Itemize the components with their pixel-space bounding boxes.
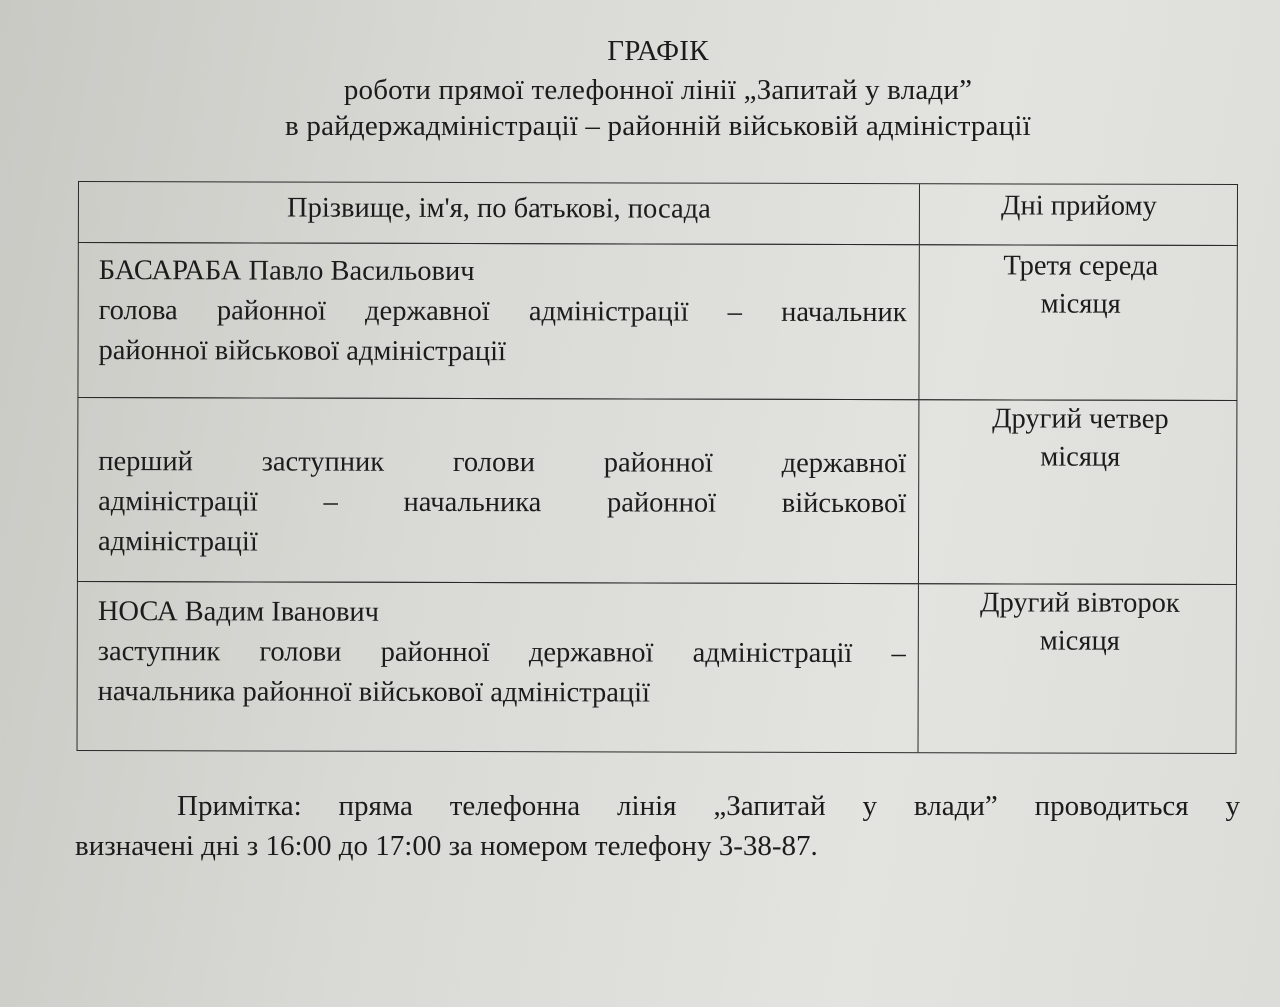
note-line2: визначені дні з 16:00 до 17:00 за номером телефону 3-38-87. xyxy=(75,830,818,862)
official-position-line: адміністрації xyxy=(98,526,258,558)
column-divider xyxy=(919,184,920,244)
document-subtitle-line2: в райдержадміністрації – районній військовій адміністрації xyxy=(285,110,1031,142)
reception-days-cell xyxy=(922,400,1238,477)
note-line1: Примітка: пряма телефонна лінія „Запитай у влади” проводиться у xyxy=(177,790,1240,822)
official-position-line: заступник голови районної державної адміністрації – xyxy=(97,636,906,670)
reception-day-period: місяця xyxy=(1040,441,1121,473)
reception-day-period: місяця xyxy=(1039,625,1120,657)
header-reception-days: Дні прийому xyxy=(1001,190,1157,222)
reception-day: Другий вівторок xyxy=(980,587,1180,619)
reception-days-cell xyxy=(923,247,1239,324)
reception-day-period: місяця xyxy=(1040,288,1121,320)
official-position-line: адміністрації – начальника районної військової xyxy=(98,486,907,520)
official-name: БАСАРАБА Павло Васильович xyxy=(98,255,475,288)
official-position-line: голова районної державної адміністрації – начальник xyxy=(98,295,907,329)
schedule-table xyxy=(77,181,1238,754)
document-title: ГРАФІК xyxy=(607,35,709,67)
official-cell xyxy=(98,442,906,564)
reception-days-cell xyxy=(922,584,1238,661)
official-position-line: районної військової адміністрації xyxy=(98,335,507,368)
official-cell xyxy=(99,251,907,373)
table-row xyxy=(77,242,1237,401)
header-name-position: Прізвище, ім'я, по батькові, посада xyxy=(286,192,711,225)
official-name: НОСА Вадим Іванович xyxy=(97,596,380,628)
reception-day: Третя середа xyxy=(1003,250,1159,282)
official-position-line: перший заступник голови районної державної xyxy=(98,446,907,480)
table-row xyxy=(77,397,1237,585)
reception-day: Другий четвер xyxy=(992,403,1169,435)
table-row xyxy=(77,581,1237,754)
official-cell xyxy=(98,592,906,714)
table-header-row xyxy=(78,181,1238,246)
official-position-line: начальника районної військової адміністрації xyxy=(97,676,651,709)
column-divider xyxy=(918,584,919,752)
column-divider xyxy=(918,400,919,583)
document-subtitle-line1: роботи прямої телефонної лінії „Запитай у влади” xyxy=(343,74,973,106)
column-divider xyxy=(918,245,919,399)
